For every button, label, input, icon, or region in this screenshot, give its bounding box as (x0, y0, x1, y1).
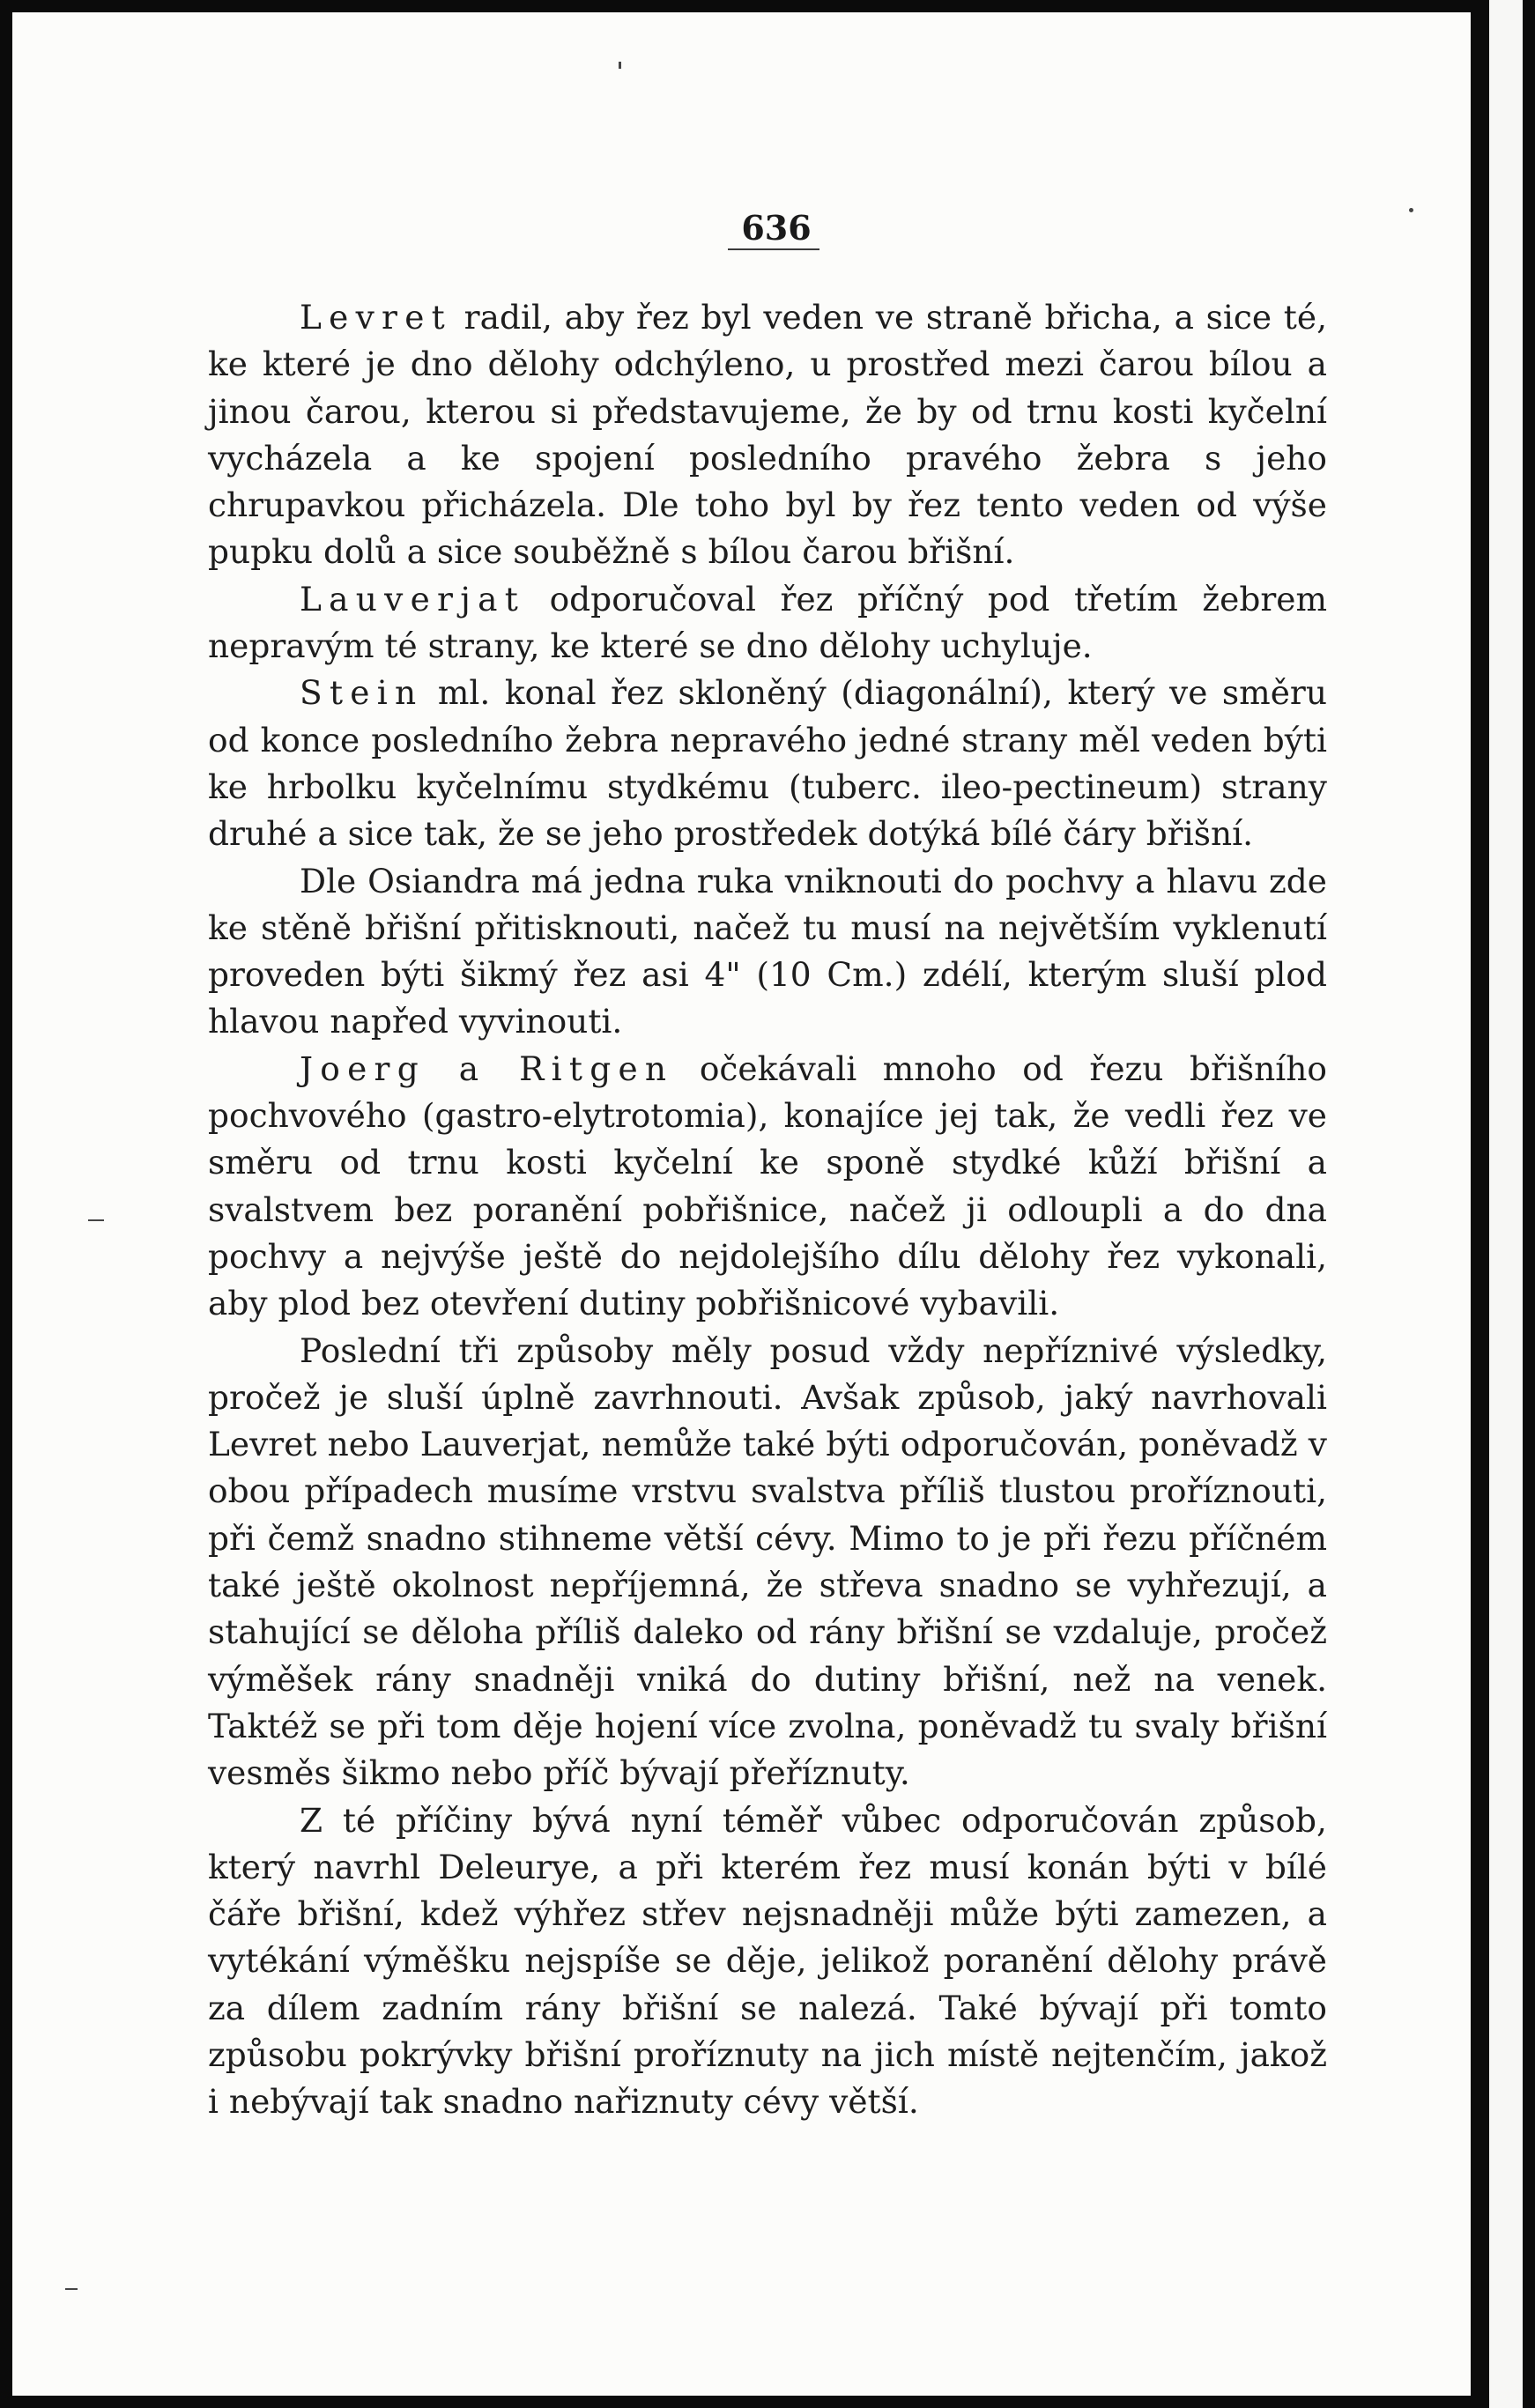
paragraph-stein (208, 670, 1327, 857)
paragraph-text: očekávali mnoho od řezu břišního pochvového (gastro-elytrotomia), konajíce jej tak, že vedli řez ve směru od trnu kosti kyčelní ke sponě stydké kůží břišní a svalstvem bez poranění pobřišnice, načež ji odloupli a do dna pochvy a nejvýše ještě do nejdolejšího dílu dělohy řez vykonali, aby plod bez otevření dutiny pobřišnicové vybavili. (208, 1048, 1327, 1323)
author-name-stein: Stein (300, 673, 424, 713)
author-name-joerg-ritgen: Joerg a Ritgen (300, 1048, 674, 1088)
book-page (12, 12, 1471, 2396)
paragraph-text: radil, aby řez byl veden ve straně břicha, a sice té, ke které je dno dělohy odchýleno, u prostřed mezi čarou bílou a jinou čarou, kterou si představujeme, že by od trnu kosti kyčelní vycházela a ke spojení posledního pravého žebra s jeho chrupavkou přicházela. Dle toho byl by řez tento veden od výše pupku dolů a sice souběžně s bílou čarou břišní. (208, 298, 1327, 572)
print-speck (88, 1219, 104, 1221)
paragraph-deleurye (208, 1797, 1327, 2126)
paragraph-text: odporučoval řez příčný pod třetím žebrem nepravým té strany, ke které se dno dělohy uchyluje. (208, 579, 1327, 666)
paragraph-osiander (208, 858, 1327, 1046)
paragraph-text: má jedna ruka vniknouti do pochvy a hlavu zde ke stěně břišní přitisknouti, načež tu musí na největším vyklenutí proveden býti šikmý řez asi 4" (10 Cm.) zdélí, kterým sluší plod hlavou napřed vyvinouti. (208, 861, 1327, 1041)
paragraph-conclusion (208, 1328, 1327, 1797)
paragraph-lead: Z té (300, 1800, 376, 1840)
page-number-rule (728, 248, 819, 250)
next-page-edge (1489, 0, 1523, 2408)
paragraph-text: příčiny bývá nyní téměř vůbec odporučován způsob, který navrhl Deleurye, a při kterém řez musí konán býti v bílé čáře břišní, kdež výhřez střev nejsnadněji může býti zamezen, a vytékání výměšku nejspíše se děje, jelikož poranění dělohy právě za dílem zadním rány břišní se nalezá. Také bývají při tomto způsobu pokrývky břišní proříznuty na jich místě nejtenčím, jakož i nebývají tak snadno nařiznuty cévy větší. (208, 1800, 1327, 2122)
author-name-lauverjat: Lauverjat (300, 579, 526, 619)
author-name-osiander: Dle Osiandra (300, 861, 520, 900)
paragraph-text: tři způsoby měly posud vždy nepříznivé výsledky, pročež je sluší úplně zavrhnouti. Avšak způsob, jaký navrhovali Levret nebo Lauverjat, nemůže také býti odporučován, poněvadž v obou případech musíme vrstvu svalstva příliš tlustou proříznouti, při čemž snadno stihneme větší cévy. Mimo to je při řezu příčném také ještě okolnost nepříjemná, že střeva snadno se vyhřezují, a stahující se děloha příliš daleko od rány břišní se vzdaluje, pročež výměšek rány snadněji vniká do dutiny břišní, než na venek. Taktéž se při tom děje hojení více zvolna, poněvadž tu svaly břišní vesměs šikmo nebo příč bývají přeříznuty. (208, 1330, 1327, 1793)
paragraph-text: ml. konal řez skloněný (diagonální), který ve směru od konce posledního žebra nepravého jedné strany měl veden býti ke hrbolku kyčelnímu stydkému (tuberc. ileo-pectineum) strany druhé a sice tak, že se jeho prostředek dotýká bílé čáry břišní. (208, 673, 1327, 854)
paragraph-joerg-ritgen (208, 1046, 1327, 1328)
print-speck (619, 62, 621, 69)
paragraph-lead: Poslední (300, 1330, 441, 1370)
author-name-levret: Levret (300, 298, 452, 337)
paragraph-levret (208, 294, 1327, 576)
print-speck (65, 2288, 78, 2290)
page-number: 636 (741, 208, 812, 248)
print-speck (1409, 208, 1413, 212)
body-text (208, 294, 1327, 2126)
paragraph-lauverjat (208, 576, 1327, 671)
